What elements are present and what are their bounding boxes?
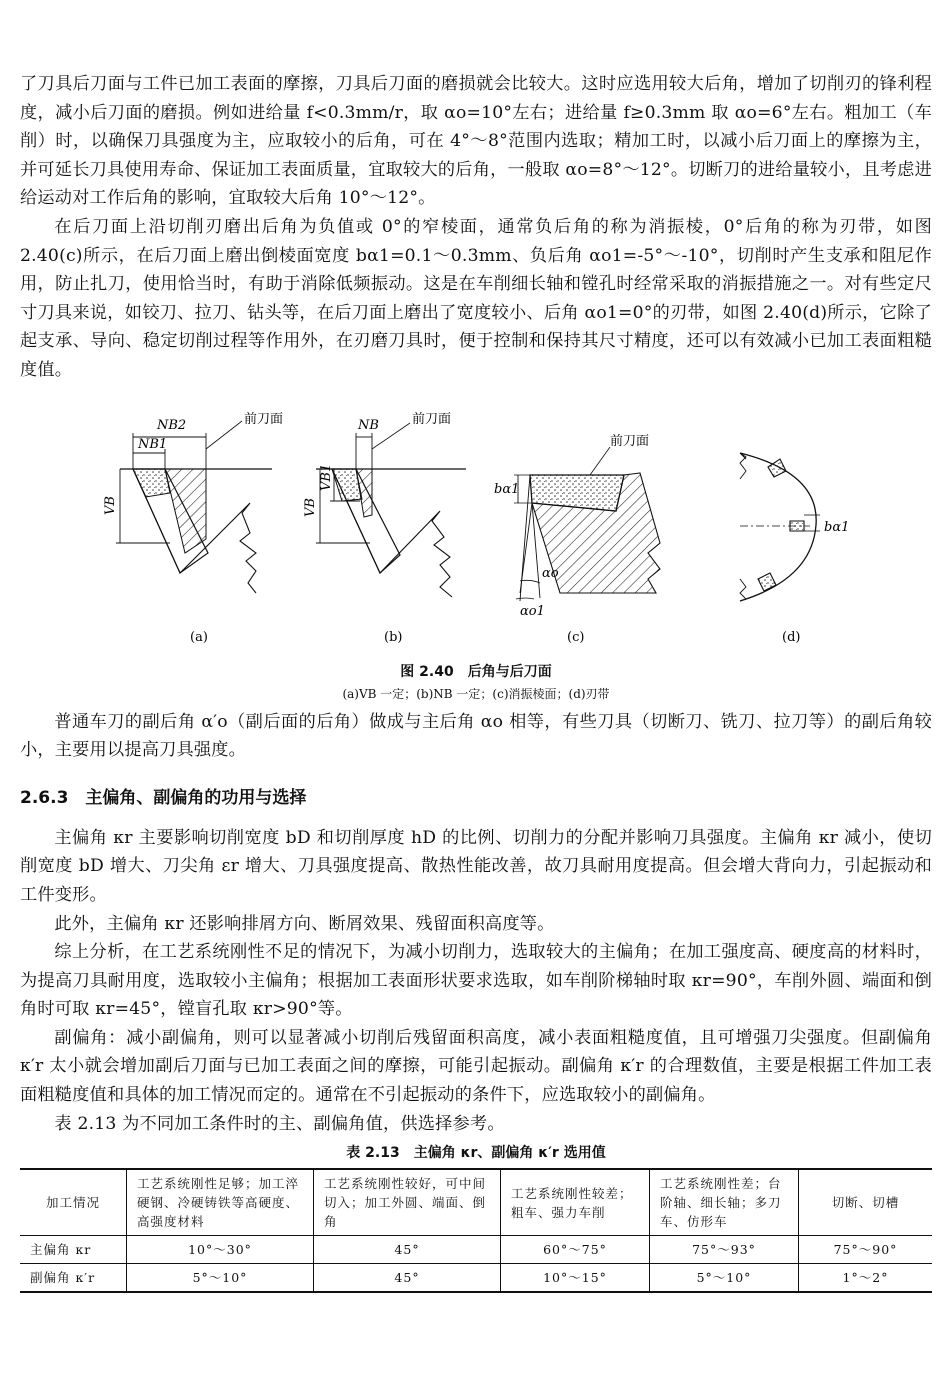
table-header-cell: 工艺系统刚性差；台阶轴、细长轴；多刀车、仿形车 — [650, 1169, 799, 1236]
figure-c — [494, 434, 660, 645]
label-alpha-o: αo — [542, 565, 559, 581]
figure-b — [303, 412, 466, 645]
figure-d — [740, 453, 849, 645]
label-vb1: VB1 — [319, 463, 334, 491]
table-cell: 75°～93° — [650, 1236, 799, 1264]
table-cell: 45° — [314, 1236, 501, 1264]
label-rake-face-b: 前刀面 — [412, 411, 452, 427]
label-vb-b: VB — [303, 497, 318, 517]
table-header-cell: 切断、切槽 — [799, 1169, 933, 1236]
paragraph: 普通车刀的副后角 α′o（副后面的后角）做成与主后角 αo 相等，有些刀具（切断刀、铣刀、拉刀等）的副后角较小，主要用以提高刀具强度。 — [20, 711, 932, 761]
table-caption: 表 2.13 主偏角 κr、副偏角 κ′r 选用值 — [346, 1145, 606, 1162]
table-row — [20, 1264, 932, 1293]
table-header-cell: 加工情况 — [20, 1169, 127, 1236]
label-alpha-o1: αo1 — [520, 603, 545, 619]
label-nb: NB — [358, 417, 379, 433]
table-cell: 75°～90° — [799, 1236, 933, 1264]
table-cell: 10°～30° — [127, 1236, 314, 1264]
paragraph: 副偏角：减小副偏角，则可以显著减小切削后残留面积高度，减小表面粗糙度值，且可增强刀尖强度。但副偏角 κ′r 太小就会增加副后刀面与已加工表面之间的摩擦，可能引起振动。副偏角 κ′r 的合理数值，主要是根据工件加工表面粗糙度值和具体的加工情况而定的。通常在不引起振动的条件下，应选取较小的副偏角。 — [20, 1027, 932, 1106]
table-row — [20, 1236, 932, 1264]
paragraph: 在后刀面上沿切削刃磨出后角为负值或 0°的窄棱面，通常负后角的称为消振棱，0°后角的称为刃带，如图 2.40(c)所示，在后刀面上磨出倒棱面宽度 bα1=0.1～0.3mm、负后角 αo1=-5°～-10°，切削时产生支承和阻尼作用，防止扎刀，使用恰当时，有助于消除低频振动。这是在车削细长轴和镗孔时经常采取的消振措施之一。对有些定尺寸刀具来说，如铰刀、拉刀、钻头等，在后刀面上磨出了宽度较小、后角 αo1=0°的刃带，如图 2.40(d)所示，它除了起支承、导向、稳定切削过程等作用外，在刃磨刀具时，便于控制和保持其尺寸精度，还可以有效减小已加工表面粗糙度值。 — [20, 216, 932, 380]
label-b-a1-c: bα1 — [494, 481, 520, 497]
figure-caption: 图 2.40 后角与后刀面 — [400, 663, 552, 680]
paragraph: 此外，主偏角 κr 还影响排屑方向、断屑效果、残留面积高度等。 — [54, 913, 555, 934]
label-c: (c) — [567, 629, 585, 645]
paragraph: 表 2.13 为不同加工条件时的主、副偏角值，供选择参考。 — [54, 1113, 505, 1134]
table-cell: 1°～2° — [799, 1264, 933, 1293]
table-cell: 45° — [314, 1264, 501, 1293]
table-2-13 — [20, 1168, 932, 1293]
table-header-row — [20, 1169, 932, 1236]
table-header-cell: 工艺系统刚性较差；粗车、强力车削 — [501, 1169, 650, 1236]
label-d: (d) — [782, 629, 801, 645]
table-header-cell: 工艺系统刚性足够；加工淬硬钢、冷硬铸铁等高硬度、高强度材料 — [127, 1169, 314, 1236]
figure-drawing — [20, 393, 932, 655]
paragraph: 综上分析，在工艺系统刚性不足的情况下，为减小切削力，选取较大的主偏角；在加工强度高、硬度高的材料时，为提高刀具耐用度，选取较小主偏角；根据加工表面形状要求选取，如车削阶梯轴时取 κr=90°，车削外圆、端面和倒角时可取 κr=45°，镗盲孔取 κr>90°等。 — [20, 942, 932, 1020]
figure-2-40 — [20, 393, 932, 655]
label-b-a1-d: bα1 — [824, 519, 850, 535]
label-nb1: NB1 — [138, 436, 168, 452]
paragraph: 主偏角 κr 主要影响切削宽度 bD 和切削厚度 hD 的比例、切削力的分配并影响刀具强度。主偏角 κr 减小，使切削宽度 bD 增大、刀尖角 εr 增大、刀具强度提高、散热性能改善，故刀具耐用度提高。但会增大背向力，引起振动和工件变形。 — [20, 827, 932, 905]
table-cell: 副偏角 κ′r — [20, 1264, 127, 1293]
table-cell: 60°～75° — [501, 1236, 650, 1264]
table-cell: 10°～15° — [501, 1264, 650, 1293]
label-b: (b) — [384, 629, 403, 645]
page — [20, 70, 932, 1293]
table-header-cell: 工艺系统刚性较好，可中间切入；加工外圆、端面、倒角 — [314, 1169, 501, 1236]
label-vb: VB — [103, 495, 118, 515]
table-cell: 5°～10° — [650, 1264, 799, 1293]
figure-a — [103, 412, 283, 645]
table-cell: 5°～10° — [127, 1264, 314, 1293]
section-title: 2.6.3 主偏角、副偏角的功用与选择 — [20, 787, 307, 808]
label-rake-face-c: 前刀面 — [610, 433, 650, 449]
label-rake-face: 前刀面 — [244, 411, 284, 427]
label-nb2: NB2 — [157, 417, 187, 433]
figure-subcaption: (a)VB 一定；(b)NB 一定；(c)消振棱面；(d)刃带 — [342, 686, 610, 701]
table-cell: 主偏角 κr — [20, 1236, 127, 1264]
label-a: (a) — [190, 629, 208, 645]
paragraph: 了刀具后刀面与工件已加工表面的摩擦，刀具后刀面的磨损就会比较大。这时应选用较大后角，增加了切削刃的锋利程度，减小后刀面的磨损。例如进给量 f<0.3mm/r，取 αo=10°左右；进给量 f≥0.3mm 取 αo=6°左右。粗加工（车削）时，以确保刀具强度为主，应取较小的后角，可在 4°～8°范围内选取；精加工时，以减小后刀面上的摩擦为主，并可延长刀具使用寿命、保证加工表面质量，宜取较大的后角，一般取 αo=8°～12°。切断刀的进给量较小，且考虑进给运动对工作后角的影响，宜取较大后角 10°～12°。 — [20, 74, 932, 209]
